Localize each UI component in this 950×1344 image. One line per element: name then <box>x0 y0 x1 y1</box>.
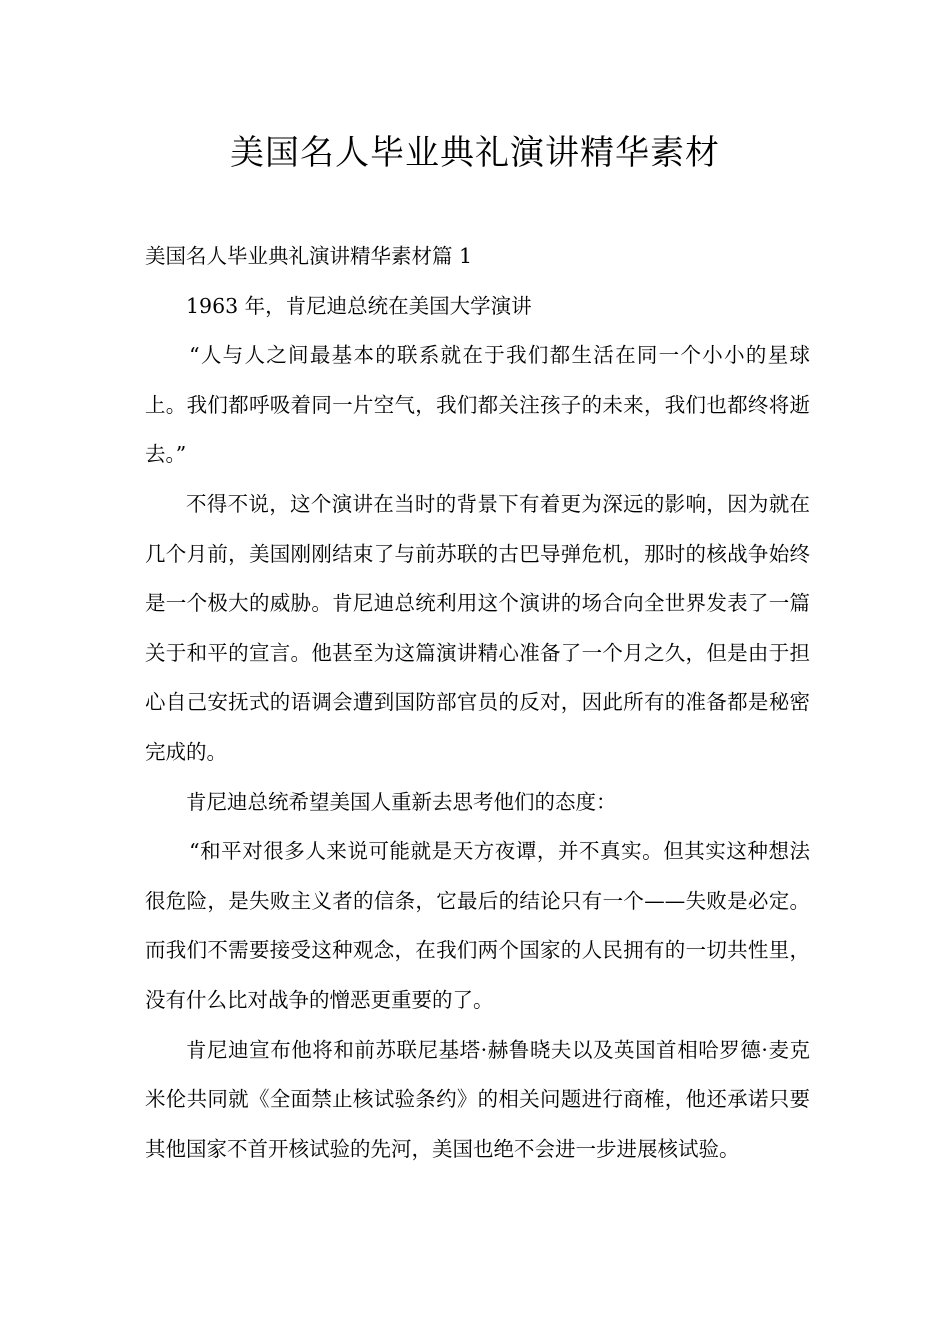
announcement-paragraph: 肯尼迪宣布他将和前苏联尼基塔·赫鲁晓夫以及英国首相哈罗德·麦克米伦共同就《全面禁止核试验条约》的相关问题进行商榷，他还承诺只要其他国家不首开核试验的先河，美国也绝不会进一步进展核试验。 <box>145 1037 810 1161</box>
context-paragraph: 不得不说，这个演讲在当时的背景下有着更为深远的影响，因为就在几个月前，美国刚刚结束了与前苏联的古巴导弹危机，那时的核战争始终是一个极大的威胁。肯尼迪总统利用这个演讲的场合向全世界发表了一篇关于和平的宣言。他甚至为这篇演讲精心准备了一个月之久，但是由于担心自己安抚式的语调会遭到国防部官员的反对，因此所有的准备都是秘密完成的。 <box>145 491 810 764</box>
document-body <box>145 232 810 1174</box>
quote-paragraph-1: “人与人之间最基本的联系就在于我们都生活在同一个小小的星球上。我们都呼吸着同一片空气，我们都关注孩子的未来，我们也都终将逝去。” <box>145 343 810 467</box>
speech-intro-paragraph: 1963 年，肯尼迪总统在美国大学演讲 <box>186 293 532 318</box>
document-title: 美国名人毕业典礼演讲精华素材 <box>230 133 720 173</box>
section-heading: 美国名人毕业典礼演讲精华素材篇 1 <box>145 244 473 268</box>
quote-paragraph-2: “和平对很多人来说可能就是天方夜谭，并不真实。但其实这种想法很危险，是失败主义者的信条，它最后的结论只有一个——失败是必定。而我们不需要接受这种观念，在我们两个国家的人民拥有的一切共性里，没有什么比对战争的憎恶更重要的了。 <box>145 839 810 1012</box>
hope-paragraph: 肯尼迪总统希望美国人重新去思考他们的态度： <box>186 789 617 814</box>
